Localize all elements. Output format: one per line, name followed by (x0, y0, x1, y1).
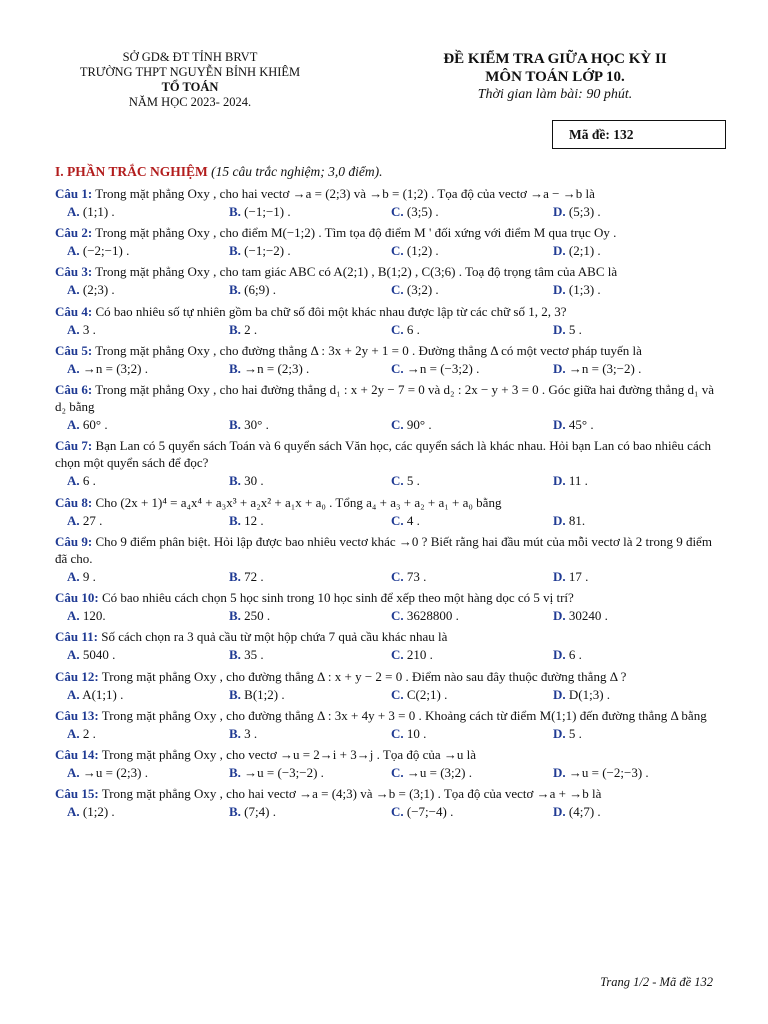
question-text: Cho (2x + 1)⁴ = a₄x⁴ + a₃x³ + a₂x² + a₁x + a₀ . Tổng a₄ + a₃ + a₂ + a₁ + a₀ bằng (95, 494, 502, 510)
option-key: A. (67, 417, 80, 433)
option-key: D. (553, 512, 566, 528)
question-text: Có bao nhiêu số tự nhiên gồm ba chữ số đôi một khác nhau được lập từ các chữ số 1, 2, 3? (95, 303, 567, 319)
exam-title-block (395, 50, 715, 104)
option-key: B. (229, 243, 241, 259)
option-value: 35 . (244, 647, 264, 663)
answer-option[interactable] (553, 322, 715, 338)
option-value: (7;4) . (244, 804, 276, 820)
answer-option[interactable] (553, 473, 715, 489)
question-stem (55, 381, 715, 415)
answer-options (55, 322, 715, 338)
option-key: C. (391, 417, 404, 433)
section-heading (55, 164, 715, 181)
option-key: A. (67, 360, 80, 376)
option-value: →n = (3;2) . (82, 360, 148, 376)
option-key: A. (67, 512, 80, 528)
option-value: →n = (2;3) . (244, 360, 310, 376)
answer-option[interactable] (67, 322, 229, 338)
option-value: 5 . (406, 473, 420, 489)
answer-option[interactable] (391, 804, 553, 820)
question-text: Trong mặt phẳng Oxy , cho đường thẳng Δ : 3x + 4y + 3 = 0 . Khoảng cách từ điểm M(1;1) đến đường thẳng Δ bằng (101, 707, 707, 723)
school-name: TRƯỜNG THPT NGUYỄN BỈNH KHIÊM (79, 65, 301, 79)
answer-options (55, 804, 715, 820)
answer-option[interactable] (553, 569, 715, 585)
option-key: A. (67, 725, 80, 741)
question-4 (55, 303, 715, 338)
answer-option[interactable] (553, 647, 715, 663)
option-key: D. (553, 568, 566, 584)
option-key: D. (553, 725, 566, 741)
answer-option[interactable] (553, 513, 715, 529)
question-9 (55, 533, 715, 585)
option-value: B(1;2) . (244, 686, 285, 702)
exam-subject: MÔN TOÁN LỚP 10. (485, 69, 625, 85)
question-stem (55, 224, 715, 241)
option-value: 81. (568, 512, 586, 528)
answer-options (55, 513, 715, 529)
option-value: 6 . (82, 473, 96, 489)
answer-option[interactable] (553, 204, 715, 220)
option-key: C. (391, 568, 404, 584)
question-text: Cho 9 điểm phân biệt. Hỏi lập được bao nhiêu vectơ khác →0 ? Biết rằng hai đầu mút của mỗi vectơ là 2 trong 9 điểm đã cho. (55, 533, 712, 566)
answer-option[interactable] (391, 243, 553, 259)
question-text: Có bao nhiêu cách chọn 5 học sinh trong 10 học sinh để xếp theo một hàng dọc có 5 vị trí? (101, 590, 574, 606)
option-value: 30240 . (568, 608, 608, 624)
option-value: 3 . (244, 725, 258, 741)
option-value: 27 . (82, 512, 103, 528)
question-6 (55, 381, 715, 433)
option-key: D. (553, 647, 566, 663)
question-3 (55, 263, 715, 298)
option-key: D. (553, 473, 566, 489)
option-key: C. (391, 360, 404, 376)
answer-option[interactable] (553, 361, 715, 377)
answer-options (55, 243, 715, 259)
option-key: A. (67, 321, 80, 337)
answer-options (55, 204, 715, 220)
question-number: Câu 12: (55, 668, 99, 684)
answer-option[interactable] (229, 473, 391, 489)
option-key: D. (553, 321, 566, 337)
option-value: 3628800 . (406, 608, 459, 624)
answer-option[interactable] (229, 204, 391, 220)
answer-option[interactable] (67, 417, 229, 433)
option-value: (1;3) . (568, 282, 601, 298)
question-1 (55, 185, 715, 220)
option-value: C(2;1) . (406, 686, 448, 702)
answer-option[interactable] (553, 765, 715, 781)
answer-options (55, 282, 715, 298)
option-key: A. (67, 608, 80, 624)
option-key: A. (67, 804, 80, 820)
question-10 (55, 589, 715, 624)
option-value: 60° . (82, 417, 108, 433)
answer-option[interactable] (391, 765, 553, 781)
option-value: →u = (3;2) . (406, 765, 472, 781)
question-text: Trong mặt phẳng Oxy , cho vectơ →u = 2→i + 3→j . Tọa độ của →u là (101, 747, 477, 763)
answer-option[interactable] (229, 569, 391, 585)
question-stem (55, 628, 715, 645)
answer-option[interactable] (553, 608, 715, 624)
option-key: D. (553, 608, 566, 624)
option-key: B. (229, 512, 241, 528)
question-number: Câu 3: (55, 264, 93, 280)
question-text: Trong mặt phẳng Oxy , cho đường thẳng Δ : x + y − 2 = 0 . Điểm nào sau đây thuộc đường thẳng Δ ? (101, 668, 627, 684)
option-value: 6 . (406, 321, 420, 337)
answer-option[interactable] (553, 687, 715, 703)
option-value: (1;2) . (82, 804, 115, 820)
option-value: 2 . (244, 321, 258, 337)
question-13 (55, 707, 715, 742)
answer-options (55, 361, 715, 377)
option-value: →u = (−3;−2) . (244, 765, 324, 781)
option-key: A. (67, 647, 80, 663)
option-key: A. (67, 473, 80, 489)
option-key: D. (553, 243, 566, 259)
answer-option[interactable] (391, 647, 553, 663)
question-7 (55, 437, 715, 489)
option-key: C. (391, 321, 404, 337)
answer-option[interactable] (553, 726, 715, 742)
question-number: Câu 14: (55, 747, 99, 763)
answer-option[interactable] (391, 513, 553, 529)
option-key: C. (391, 725, 404, 741)
option-key: D. (553, 765, 566, 781)
question-stem (55, 185, 715, 202)
answer-option[interactable] (391, 361, 553, 377)
question-stem (55, 303, 715, 320)
answer-options (55, 765, 715, 781)
answer-options (55, 417, 715, 433)
option-value: (5;3) . (568, 203, 601, 219)
option-value: 17 . (568, 568, 589, 584)
option-key: C. (391, 473, 404, 489)
option-value: 250 . (244, 608, 271, 624)
option-value: 210 . (406, 647, 433, 663)
option-value: 10 . (406, 725, 427, 741)
answer-option[interactable] (229, 417, 391, 433)
answer-option[interactable] (553, 282, 715, 298)
answer-option[interactable] (229, 361, 391, 377)
answer-options (55, 687, 715, 703)
question-11 (55, 628, 715, 663)
answer-option[interactable] (553, 243, 715, 259)
answer-option[interactable] (67, 243, 229, 259)
question-stem (55, 746, 715, 763)
question-14 (55, 746, 715, 781)
answer-option[interactable] (67, 204, 229, 220)
school-info (40, 50, 340, 110)
option-key: C. (391, 686, 404, 702)
question-number: Câu 2: (55, 225, 93, 241)
question-number: Câu 15: (55, 786, 99, 802)
option-value: (6;9) . (244, 282, 276, 298)
exam-code-box: Mã đề: 132 (552, 120, 726, 149)
question-stem (55, 707, 715, 724)
option-value: 9 . (82, 568, 96, 584)
question-stem (55, 263, 715, 280)
answer-options (55, 569, 715, 585)
question-number: Câu 9: (55, 533, 93, 549)
option-value: (−7;−4) . (406, 804, 454, 820)
question-8 (55, 494, 715, 529)
answer-option[interactable] (229, 726, 391, 742)
option-value: 45° . (568, 417, 594, 433)
question-number: Câu 6: (55, 382, 93, 398)
option-key: D. (553, 417, 566, 433)
option-key: B. (229, 725, 241, 741)
school-year: NĂM HỌC 2023- 2024. (128, 95, 252, 109)
option-value: 5040 . (82, 647, 116, 663)
question-stem (55, 533, 715, 567)
page-footer: Trang 1/2 - Mã đề 132 (600, 975, 713, 989)
question-number: Câu 4: (55, 303, 93, 319)
answer-option[interactable] (391, 322, 553, 338)
option-key: A. (67, 568, 80, 584)
answer-option[interactable] (229, 647, 391, 663)
option-key: A. (67, 686, 80, 702)
option-value: 6 . (568, 647, 582, 663)
question-text: Trong mặt phẳng Oxy , cho hai vectơ →a = (4;3) và →b = (3;1) . Tọa độ của vectơ →a + →b là (101, 786, 602, 802)
option-value: (3;5) . (406, 203, 439, 219)
answer-option[interactable] (67, 282, 229, 298)
option-value: A(1;1) . (82, 686, 124, 702)
option-value: 30 . (244, 473, 264, 489)
option-value: (1;2) . (406, 243, 439, 259)
question-stem (55, 437, 715, 471)
subject-group: TỔ TOÁN (161, 80, 219, 94)
option-key: B. (229, 686, 241, 702)
answer-option[interactable] (67, 569, 229, 585)
option-value: 73 . (406, 568, 427, 584)
question-stem (55, 494, 715, 511)
question-stem (55, 342, 715, 359)
answer-option[interactable] (391, 204, 553, 220)
answer-option[interactable] (229, 322, 391, 338)
answer-option[interactable] (67, 473, 229, 489)
option-key: B. (229, 608, 241, 624)
question-number: Câu 13: (55, 707, 99, 723)
answer-option[interactable] (67, 361, 229, 377)
question-stem (55, 589, 715, 606)
question-text: Trong mặt phẳng Oxy , cho hai đường thẳng d₁ : x + 2y − 7 = 0 và d₂ : 2x − y + 3 = 0 . Góc giữa hai đường thẳng d₁ và d₂ bằng (55, 382, 715, 415)
answer-option[interactable] (67, 608, 229, 624)
answer-options (55, 608, 715, 624)
exam-title: ĐỀ KIỂM TRA GIỮA HỌC KỲ II (443, 51, 667, 67)
option-value: 3 . (82, 321, 96, 337)
exam-header (40, 50, 728, 150)
question-stem (55, 668, 715, 685)
question-stem (55, 785, 715, 802)
question-5 (55, 342, 715, 377)
option-key: C. (391, 243, 404, 259)
option-value: (−1;−1) . (244, 203, 291, 219)
option-key: C. (391, 282, 404, 298)
answer-option[interactable] (391, 282, 553, 298)
question-number: Câu 8: (55, 494, 93, 510)
section-note: (15 câu trắc nghiệm; 3,0 điểm). (211, 164, 383, 179)
option-key: B. (229, 282, 241, 298)
answer-option[interactable] (553, 804, 715, 820)
question-text: Trong mặt phẳng Oxy , cho hai vectơ →a = (2;3) và →b = (1;2) . Tọa độ của vectơ →a − →b là (95, 185, 595, 201)
answer-option[interactable] (229, 804, 391, 820)
option-value: 4 . (406, 512, 420, 528)
option-value: 12 . (244, 512, 264, 528)
answer-option[interactable] (391, 726, 553, 742)
option-key: B. (229, 417, 241, 433)
option-value: →u = (−2;−3) . (568, 765, 649, 781)
option-key: A. (67, 282, 80, 298)
section-title: I. PHẦN TRẮC NGHIỆM (55, 164, 208, 179)
option-key: A. (67, 243, 80, 259)
option-key: B. (229, 203, 241, 219)
option-value: →n = (−3;2) . (406, 360, 480, 376)
option-key: C. (391, 647, 404, 663)
option-key: C. (391, 765, 404, 781)
answer-options (55, 473, 715, 489)
answer-option[interactable] (391, 417, 553, 433)
answer-option[interactable] (67, 765, 229, 781)
answer-options (55, 647, 715, 663)
option-value: 90° . (406, 417, 432, 433)
option-key: D. (553, 686, 566, 702)
answer-option[interactable] (67, 647, 229, 663)
answer-option[interactable] (391, 473, 553, 489)
question-number: Câu 7: (55, 438, 93, 454)
answer-option[interactable] (67, 687, 229, 703)
option-key: C. (391, 203, 404, 219)
option-value: (3;2) . (406, 282, 439, 298)
answer-option[interactable] (391, 569, 553, 585)
question-number: Câu 1: (55, 185, 93, 201)
option-key: D. (553, 282, 566, 298)
question-list (55, 185, 715, 821)
exam-time: Thời gian làm bài: 90 phút. (477, 87, 633, 102)
option-key: C. (391, 804, 404, 820)
option-key: A. (67, 765, 80, 781)
option-value: (2;1) . (568, 243, 601, 259)
option-value: →u = (2;3) . (82, 765, 148, 781)
option-value: 30° . (244, 417, 269, 433)
option-value: 5 . (568, 725, 582, 741)
option-key: B. (229, 568, 241, 584)
question-text: Trong mặt phẳng Oxy , cho điểm M(−1;2) . Tìm tọa độ điểm M ' đối xứng với điểm M qua trục Oy . (95, 225, 617, 241)
department-line: SỞ GD& ĐT TỈNH BRVT (122, 50, 258, 64)
option-key: B. (229, 473, 241, 489)
question-text: Trong mặt phẳng Oxy , cho tam giác ABC có A(2;1) , B(1;2) , C(3;6) . Toạ độ trọng tâm của ABC là (95, 264, 618, 280)
question-text: Bạn Lan có 5 quyển sách Toán và 6 quyển sách Văn học, các quyển sách là khác nhau. Hỏi bạn Lan có bao nhiêu cách chọn một quyển sách để đọc? (55, 438, 711, 471)
answer-option[interactable] (229, 765, 391, 781)
question-15 (55, 785, 715, 820)
answer-option[interactable] (229, 687, 391, 703)
option-value: (2;3) . (82, 282, 115, 298)
option-key: A. (67, 203, 80, 219)
question-number: Câu 10: (55, 590, 99, 606)
option-key: D. (553, 360, 566, 376)
option-key: D. (553, 203, 566, 219)
question-number: Câu 11: (55, 629, 98, 645)
question-text: Trong mặt phẳng Oxy , cho đường thẳng Δ : 3x + 2y + 1 = 0 . Đường thẳng Δ có một vectơ pháp tuyến là (95, 342, 642, 358)
option-value: (−2;−1) . (82, 243, 130, 259)
answer-option[interactable] (229, 243, 391, 259)
answer-option[interactable] (67, 513, 229, 529)
question-12 (55, 668, 715, 703)
option-value: (−1;−2) . (244, 243, 291, 259)
answer-option[interactable] (553, 417, 715, 433)
option-value: 5 . (568, 321, 582, 337)
option-key: B. (229, 360, 241, 376)
option-key: C. (391, 512, 404, 528)
answer-option[interactable] (229, 513, 391, 529)
option-key: B. (229, 321, 241, 337)
answer-option[interactable] (67, 726, 229, 742)
option-value: 11 . (568, 473, 588, 489)
answer-option[interactable] (229, 608, 391, 624)
question-number: Câu 5: (55, 342, 93, 358)
option-value: 2 . (82, 725, 96, 741)
answer-option[interactable] (391, 687, 553, 703)
option-key: C. (391, 608, 404, 624)
option-key: B. (229, 765, 241, 781)
answer-option[interactable] (229, 282, 391, 298)
option-value: 72 . (244, 568, 264, 584)
option-value: (1;1) . (82, 203, 115, 219)
answer-option[interactable] (67, 804, 229, 820)
question-text: Số cách chọn ra 3 quả cầu từ một hộp chứa 7 quả cầu khác nhau là (101, 629, 448, 645)
option-key: B. (229, 804, 241, 820)
answer-option[interactable] (391, 608, 553, 624)
option-value: →n = (3;−2) . (568, 360, 642, 376)
option-key: B. (229, 647, 241, 663)
answer-options (55, 726, 715, 742)
option-key: D. (553, 804, 566, 820)
option-value: (4;7) . (568, 804, 601, 820)
option-value: D(1;3) . (568, 686, 611, 702)
exam-content (55, 164, 715, 821)
question-2 (55, 224, 715, 259)
option-value: 120. (82, 608, 106, 624)
